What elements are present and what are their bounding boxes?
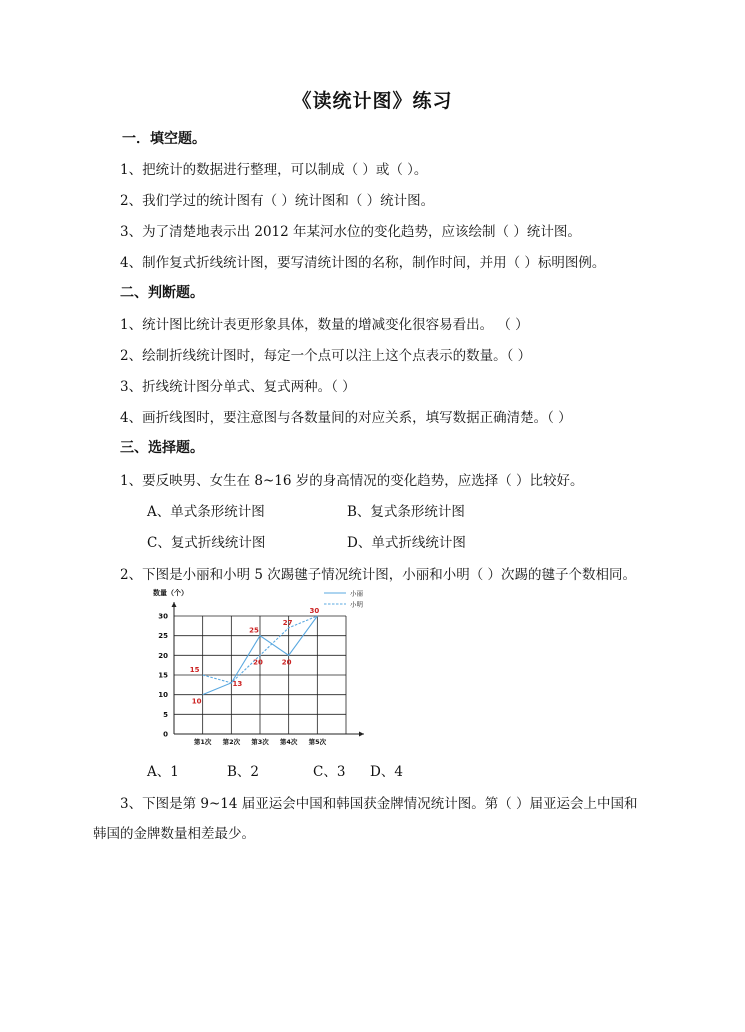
y-tick-label: 10 — [158, 691, 168, 700]
fill-question-2: 2、我们学过的统计图有（ ）统计图和（ ）统计图。 — [120, 193, 435, 209]
data-label: 27 — [282, 618, 293, 627]
choice-1-option-a: A、单式条形统计图 — [147, 504, 265, 520]
choice-2-option-a: A、1 — [147, 764, 179, 780]
judge-question-3: 3、折线统计图分单式、复式两种。（ ） — [120, 379, 356, 395]
y-tick-label: 15 — [158, 671, 168, 680]
data-label: 30 — [309, 607, 320, 615]
choice-1-option-d: D、单式折线统计图 — [347, 535, 466, 551]
choice-1-option-b: B、复式条形统计图 — [347, 504, 465, 520]
data-label: 10 — [191, 697, 202, 706]
data-label: 25 — [249, 626, 259, 635]
choice-2-option-c: C、3 — [313, 764, 346, 780]
choice-question-3: 3、下图是第 9~14 届亚运会中国和韩国获金牌情况统计图。第（ ）届亚运会上中国和 — [120, 796, 638, 812]
choice-question-1: 1、要反映男、女生在 8~16 岁的身高情况的变化趋势，应选择（ ）比较好。 — [120, 473, 584, 489]
y-tick-label: 30 — [158, 612, 168, 621]
data-label: 20 — [253, 658, 263, 667]
legend-label: 小丽 — [350, 589, 363, 598]
chart-grid — [174, 616, 346, 734]
legend-label: 小明 — [350, 600, 363, 609]
judge-question-2: 2、绘制折线统计图时，每定一个点可以注上这个点表示的数量。（ ） — [120, 348, 532, 364]
chart-legend — [324, 589, 364, 609]
page-title: 《读统计图》练习 — [292, 90, 453, 112]
y-tick-label: 0 — [163, 730, 168, 739]
data-label: 20 — [281, 658, 292, 667]
x-tick-label: 第2次 — [222, 738, 241, 746]
section-judge-heading: 二、判断题。 — [120, 285, 204, 301]
x-tick-label: 第5次 — [308, 738, 327, 746]
y-tick-labels — [158, 613, 168, 739]
y-tick-label: 25 — [158, 632, 168, 641]
chart-axes — [172, 602, 365, 737]
data-label: 15 — [189, 666, 200, 674]
y-axis-title: 数量（个） — [153, 589, 188, 597]
data-labels — [190, 607, 320, 706]
y-tick-label: 20 — [158, 651, 168, 660]
x-tick-label: 第3次 — [251, 738, 269, 746]
judge-question-1: 1、统计图比统计表更形象具体，数量的增减变化很容易看出。 （ ） — [120, 317, 529, 333]
data-label: 13 — [232, 679, 243, 688]
choice-question-2: 2、下图是小丽和小明 5 次踢毽子情况统计图，小丽和小明（ ）次踢的毽子个数相同。 — [120, 567, 637, 583]
x-tick-label: 第1次 — [193, 738, 212, 746]
x-tick-labels — [194, 737, 327, 746]
x-axis-arrow — [359, 732, 364, 737]
fill-question-3: 3、为了清楚地表示出 2012 年某河水位的变化趋势，应该绘制（ ）统计图。 — [120, 224, 581, 240]
y-tick-label: 5 — [163, 710, 168, 719]
section-choice-heading: 三、选择题。 — [120, 440, 204, 456]
fill-question-4: 4、制作复式折线统计图，要写清统计图的名称，制作时间，并用（ ）标明图例。 — [120, 255, 606, 271]
choice-1-option-c: C、复式折线统计图 — [147, 535, 266, 551]
section-fill-heading: 一．填空题。 — [122, 131, 206, 147]
y-axis-arrow — [172, 602, 177, 607]
choice-question-3-continued: 韩国的金牌数量相差最少。 — [93, 826, 255, 842]
fill-question-1: 1、把统计的数据进行整理，可以制成（ ）或（ ）。 — [120, 162, 428, 178]
choice-2-option-d: D、4 — [370, 764, 403, 780]
choice-2-option-b: B、2 — [227, 764, 260, 780]
judge-question-4: 4、画折线图时，要注意图与各数量间的对应关系，填写数据正确清楚。（ ） — [120, 410, 572, 426]
x-tick-label: 第4次 — [279, 738, 298, 746]
kick-count-line-chart — [150, 584, 380, 749]
